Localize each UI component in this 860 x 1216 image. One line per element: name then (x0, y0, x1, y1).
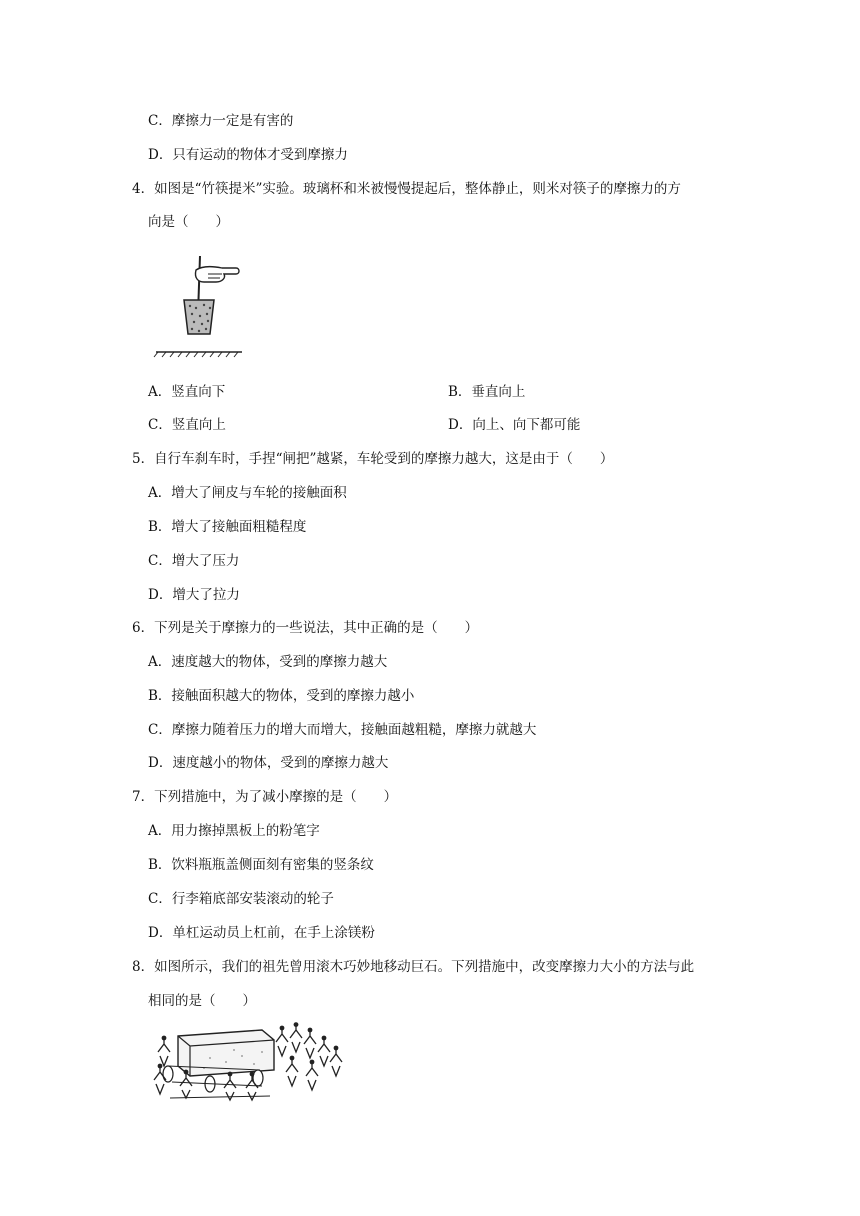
q3-option-d: D．只有运动的物体才受到摩擦力 (148, 147, 348, 163)
q6-option-a: A．速度越大的物体，受到的摩擦力越大 (148, 654, 388, 670)
q5-option-a: A．增大了闸皮与车轮的接触面积 (148, 485, 347, 501)
q4-option-c: C．竖直向上 (148, 417, 226, 433)
q6-option-d: D．速度越小的物体，受到的摩擦力越大 (148, 755, 389, 771)
q5-option-d: D．增大了拉力 (148, 587, 240, 603)
q7-option-a: A．用力擦掉黑板上的粉笔字 (148, 823, 320, 839)
q4-stem-line2: 向是（ ） (148, 214, 229, 230)
q6-option-b: B．接触面积越大的物体，受到的摩擦力越小 (148, 688, 415, 704)
q4-option-d: D．向上、向下都可能 (448, 417, 581, 433)
q8-stem-line1: 8．如图所示，我们的祖先曾用滚木巧妙地移动巨石。下列措施中，改变摩擦力大小的方法与此 (132, 959, 695, 975)
q4-option-b: B．垂直向上 (448, 384, 526, 400)
q7-option-c: C．行李箱底部安装滚动的轮子 (148, 891, 334, 907)
rolling-logs-stone-figure-icon (150, 1022, 346, 1102)
q8-stem-line2: 相同的是（ ） (148, 993, 256, 1009)
q5-option-c: C．增大了压力 (148, 553, 240, 569)
q6-option-c: C．摩擦力随着压力的增大而增大，接触面越粗糙，摩擦力就越大 (148, 722, 537, 738)
q3-option-c: C．摩擦力一定是有害的 (148, 113, 294, 129)
q4-option-a: A．竖直向下 (148, 384, 226, 400)
chopstick-rice-cup-figure-icon (152, 252, 248, 360)
q4-stem-line1: 4．如图是“竹筷提米”实验。玻璃杯和米被慢慢提起后，整体静止，则米对筷子的摩擦力的方 (132, 181, 681, 197)
q5-stem: 5．自行车刹车时，手捏“闸把”越紧，车轮受到的摩擦力越大，这是由于（ ） (132, 451, 614, 467)
q7-stem: 7．下列措施中，为了减小摩擦的是（ ） (132, 789, 398, 805)
q7-option-b: B．饮料瓶瓶盖侧面刻有密集的竖条纹 (148, 857, 374, 873)
q5-option-b: B．增大了接触面粗糙程度 (148, 519, 307, 535)
q6-stem: 6．下列是关于摩擦力的一些说法，其中正确的是（ ） (132, 620, 479, 636)
q7-option-d: D．单杠运动员上杠前，在手上涂镁粉 (148, 925, 375, 941)
